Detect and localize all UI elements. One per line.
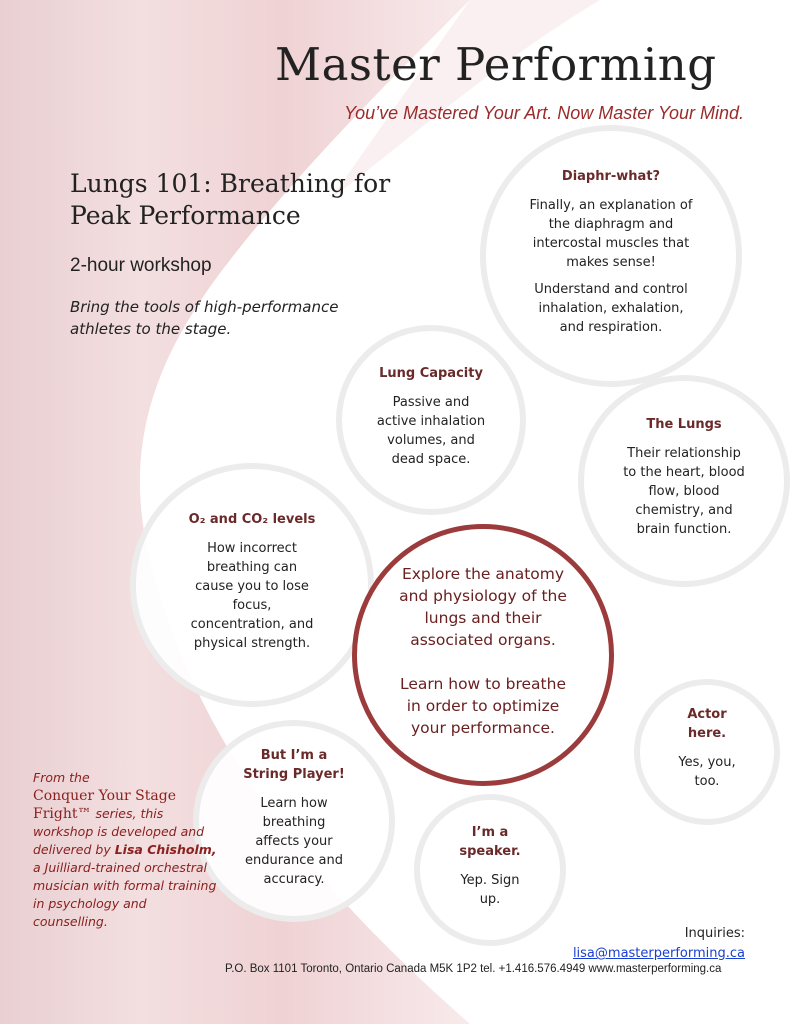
topic-actor (634, 679, 780, 825)
topic-title: O₂ and CO₂ levels (188, 511, 316, 527)
center-text: Explore the anatomy and physiology of the lungs and their associated organs. (399, 565, 567, 649)
topic-text: Their relationship to the heart, blood flow, blood chemistry, and brain function. (623, 446, 745, 537)
topic-title: Actor here. (687, 707, 727, 741)
sidebar-text: a Juilliard-trained orchestral musician with formal training in psychology and counselling. (33, 860, 217, 929)
topic-title: Lung Capacity (379, 365, 483, 381)
topic-text: Understand and control inhalation, exhalation, and respiration. (534, 282, 688, 335)
series-name: Conquer Your Stage Fright™ (33, 788, 176, 822)
brand-title: Master Performing (275, 38, 717, 91)
workshop-title: Lungs 101: Breathing for Peak Performance (70, 169, 391, 230)
topic-text: Finally, an explanation of the diaphragm and intercostal muscles that makes sense! (529, 198, 693, 270)
topic-text: Yep. Sign up. (460, 873, 520, 907)
topic-text: How incorrect breathing can cause you to lose focus, concentration, and physical strength. (190, 540, 314, 651)
sidebar-text: From the (33, 770, 90, 785)
sidebar-text: series, this workshop is developed and delivered by (33, 806, 205, 857)
center-text: Learn how to breathe in order to optimize your performance. (400, 675, 566, 737)
topic-title: Diaphr-what? (561, 169, 661, 184)
workshop-lead: Bring the tools of high-performance athletes to the stage. (70, 298, 339, 338)
topic-text: Passive and active inhalation volumes, and dead space. (376, 394, 486, 467)
email-link[interactable]: lisa@masterperforming.ca (572, 946, 745, 961)
topic-lung-capacity (336, 325, 526, 515)
topic-text: Learn how breathing affects your endurance and accuracy. (244, 795, 343, 887)
topic-title: I’m a speaker. (459, 825, 521, 859)
topic-o2-co2 (130, 463, 374, 707)
author-name: Lisa Chisholm, (114, 842, 217, 857)
topic-the-lungs (578, 375, 790, 587)
topic-title: But I’m a String Player! (243, 747, 345, 782)
workshop-duration: 2-hour workshop (70, 255, 212, 276)
topic-diaphragm (480, 125, 742, 387)
center-circle (352, 524, 614, 786)
inquiries (573, 924, 745, 964)
topic-text: Yes, you, too. (678, 755, 736, 789)
inquiries-label: Inquiries: (684, 926, 745, 941)
topic-title: The Lungs (646, 417, 722, 432)
topic-string-player (193, 720, 395, 922)
brand-tagline: You’ve Mastered Your Art. Now Master Your Mind. (344, 103, 744, 123)
address-line: P.O. Box 1101 Toronto, Ontario Canada M5K 1P2 tel. +1.416.576.4949 www.masterperforming.ca (225, 963, 722, 975)
topic-speaker (414, 794, 566, 946)
author-sidebar (33, 769, 223, 931)
